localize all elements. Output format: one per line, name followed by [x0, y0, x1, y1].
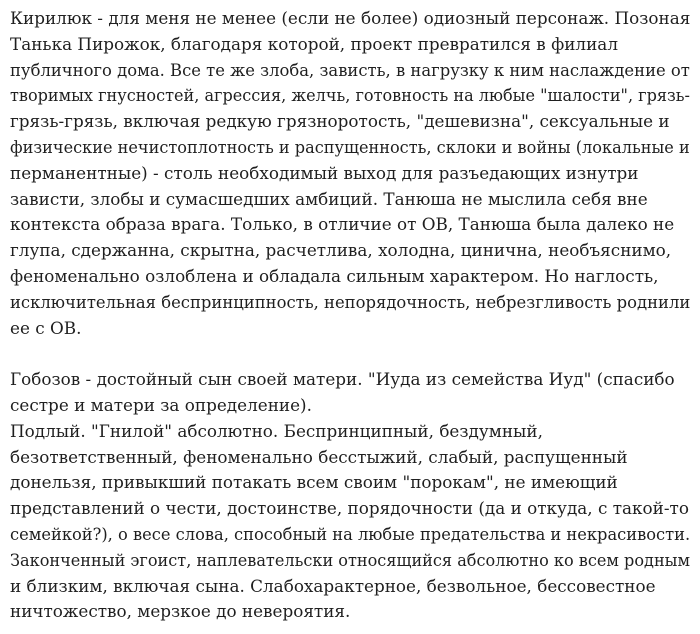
- paragraph-kiriluk: [10, 7, 698, 342]
- text-line: и близким, включая сына. Слабохарактерное, безвольное, бессовестное: [10, 576, 656, 597]
- text-line: Кирилюк - для меня не менее (если не более) одиозный персонаж. Позоная: [10, 9, 691, 29]
- text-line: Подлый. "Гнилой" абсолютно. Беспринципный, бездумный,: [10, 421, 543, 442]
- text-line: творимых гнусностей, агрессия, желчь, готовность на любые "шалости", грязь-: [10, 86, 690, 107]
- text-line: семейкой?), о весе слова, способный на любые предательства и некрасивости.: [10, 524, 691, 545]
- text-line: перманентные) - столь необходимый выход для разъедающих изнутри: [10, 163, 639, 184]
- text-line: Танька Пирожок, благодаря которой, проект превратился в филиал: [10, 34, 619, 55]
- text-line: исключительная беспринципность, непорядочность, небрезгливость роднили: [10, 292, 691, 313]
- text-line: физические нечистоплотность и распущенность, склоки и войны (локальные и: [10, 137, 690, 158]
- text-line: ее с ОВ.: [10, 318, 82, 339]
- text-line: Законченный эгоист, наплевательски относящийся абсолютно ко всем родным: [10, 550, 691, 571]
- text-line: грязь-грязь, включая редкую грязноротость, "дешевизна", сексуальные и: [10, 112, 670, 133]
- paragraph-gobozov: [10, 368, 698, 626]
- text-line: контекста образа врага. Только, в отличие от ОВ, Танюша была далеко не: [10, 215, 675, 236]
- text-line: представлений о чести, достоинстве, порядочности (да и откуда, с такой-то: [10, 499, 689, 520]
- document-body: [10, 7, 698, 626]
- paragraph-spacer: [10, 342, 698, 368]
- text-line: безответственный, феноменально бесстыжий, слабый, распущенный: [10, 447, 628, 468]
- text-line: сестре и матери за определение).: [10, 395, 312, 416]
- text-line: Гобозов - достойный сын своей матери. "Иуда из семейства Иуд" (спасибо: [10, 370, 675, 391]
- text-line: зависти, злобы и сумасшедших амбиций. Танюша не мыслила себя вне: [10, 189, 648, 210]
- text-line: феноменально озлоблена и обладала сильным характером. Но наглость,: [10, 266, 659, 287]
- text-line: донельзя, привыкший потакать всем своим "порокам", не имеющий: [10, 473, 618, 494]
- text-line: ничтожество, мерзкое до невероятия.: [10, 602, 351, 623]
- text-line: глупа, сдержанна, скрытна, расчетлива, холодна, цинична, необъяснимо,: [10, 241, 672, 262]
- text-line: публичного дома. Все те же злоба, зависть, в нагрузку к ним наслаждение от: [10, 60, 690, 81]
